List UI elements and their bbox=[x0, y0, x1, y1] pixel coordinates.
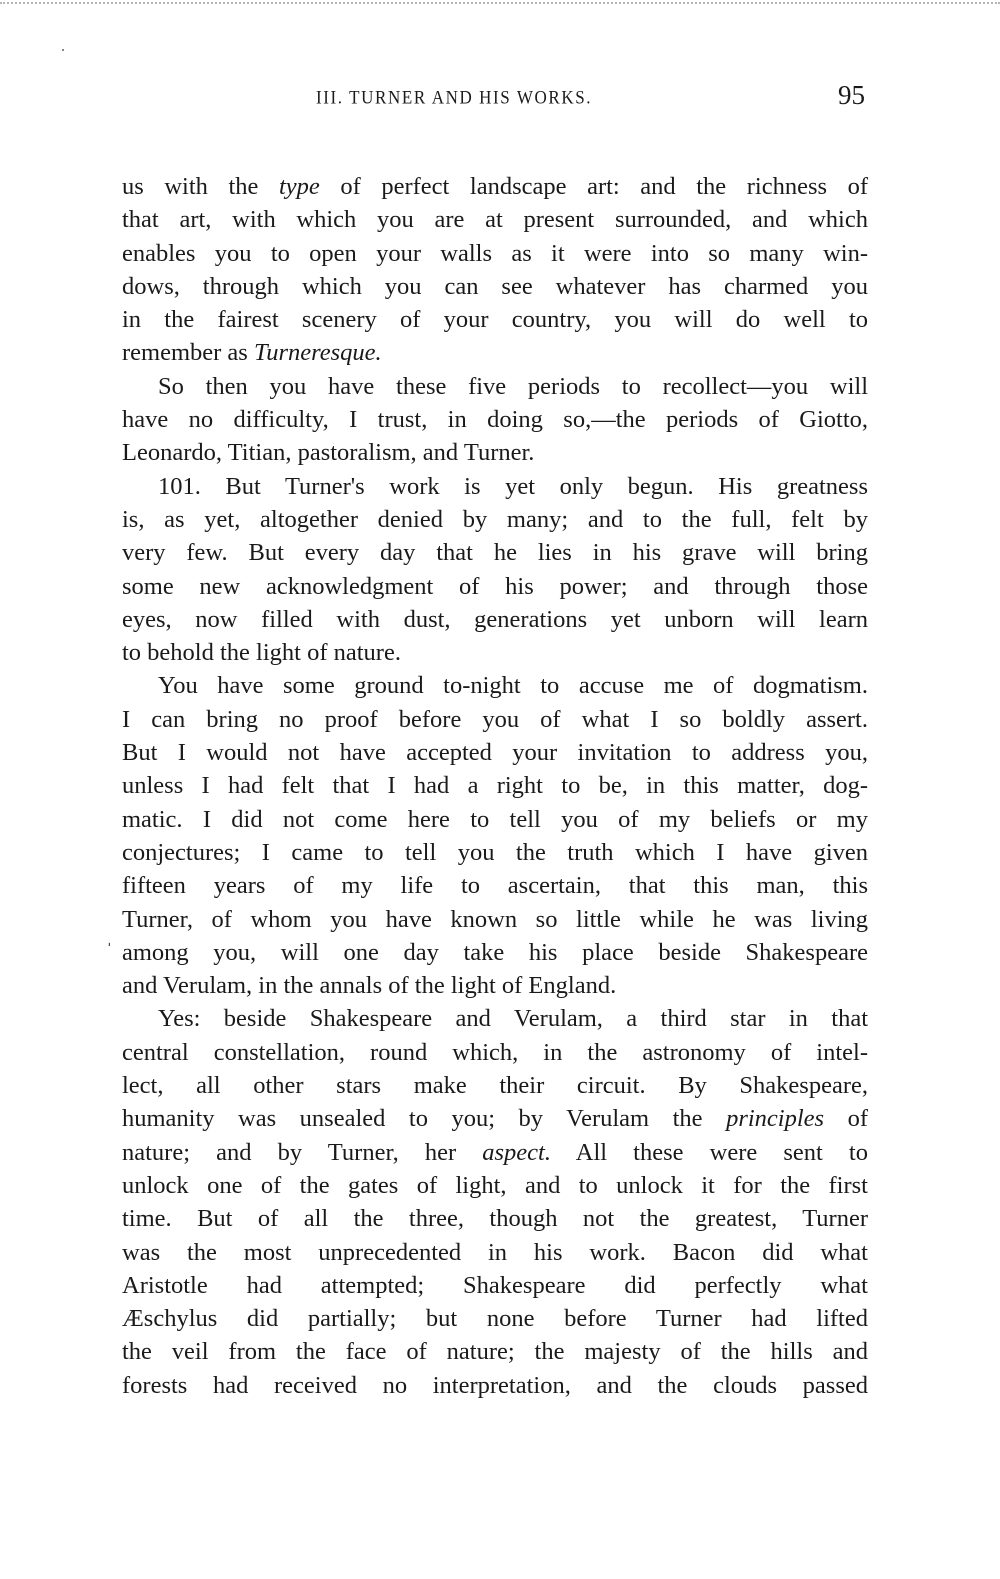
text-line bbox=[122, 703, 868, 736]
text-line bbox=[122, 203, 868, 236]
italic-text: Turneresque. bbox=[253, 339, 382, 367]
margin-tick-mark: ˈ bbox=[106, 940, 113, 962]
scan-edge-artifact bbox=[0, 2, 1000, 4]
text-segment: some new acknowledgment of his power; and through those bbox=[122, 572, 868, 600]
text-segment: lect, all other stars make their circuit. By Shakespeare, bbox=[122, 1072, 868, 1100]
text-line bbox=[122, 1202, 868, 1235]
text-segment: 101. But Turner's work is yet only begun. His greatness bbox=[158, 472, 868, 500]
text-segment: that art, with which you are at present surrounded, and which bbox=[122, 206, 868, 234]
text-line bbox=[122, 1136, 868, 1169]
text-line bbox=[122, 903, 868, 936]
text-segment: Turner, of whom you have known so little while he was living bbox=[122, 905, 868, 933]
text-segment: nature; and by Turner, her bbox=[122, 1138, 483, 1166]
italic-text: principles bbox=[726, 1105, 825, 1133]
text-segment: to behold the light of nature. bbox=[122, 639, 401, 667]
text-segment: I can bring no proof before you of what I so boldly assert. bbox=[122, 705, 868, 733]
page-header bbox=[0, 80, 1000, 110]
text-line bbox=[122, 736, 868, 769]
text-line bbox=[122, 803, 868, 836]
text-segment: unlock one of the gates of light, and to unlock it for the first bbox=[122, 1171, 868, 1199]
text-line bbox=[122, 1369, 868, 1402]
text-segment: of perfect landscape art: and the richness of bbox=[319, 173, 868, 200]
running-title: III. TURNER AND HIS WORKS. bbox=[316, 87, 593, 108]
text-segment: the veil from the face of nature; the majesty of the hills and bbox=[122, 1338, 868, 1366]
scan-speck bbox=[62, 49, 64, 51]
text-segment: in the fairest scenery of your country, you will do well to bbox=[122, 306, 868, 334]
text-line bbox=[122, 969, 868, 1002]
text-line bbox=[122, 669, 868, 702]
text-line bbox=[122, 1236, 868, 1269]
text-segment: and Verulam, in the annals of the light of England. bbox=[122, 972, 617, 1000]
text-line bbox=[122, 1036, 868, 1069]
text-segment: conjectures; I came to tell you the truth which I have given bbox=[122, 838, 868, 866]
text-line bbox=[122, 403, 868, 436]
italic-text: type bbox=[278, 173, 320, 200]
text-segment: among you, will one day take his place beside Shakespeare bbox=[122, 938, 868, 966]
text-segment: very few. But every day that he lies in his grave will bring bbox=[122, 539, 868, 567]
text-line bbox=[122, 869, 868, 902]
text-segment: forests had received no interpretation, and the clouds passed bbox=[122, 1371, 868, 1399]
text-line bbox=[122, 170, 868, 203]
page-number: 95 bbox=[838, 80, 865, 110]
text-segment: Yes: beside Shakespeare and Verulam, a third star in that bbox=[158, 1005, 868, 1033]
text-line bbox=[122, 536, 868, 569]
text-line bbox=[122, 1169, 868, 1202]
text-segment: dows, through which you can see whatever has charmed you bbox=[122, 272, 868, 300]
text-line bbox=[122, 370, 868, 403]
text-segment: fifteen years of my life to ascertain, that this man, this bbox=[122, 872, 868, 900]
text-segment: was the most unprecedented in his work. Bacon did what bbox=[122, 1238, 868, 1266]
text-line bbox=[122, 636, 868, 669]
text-line bbox=[122, 1002, 868, 1035]
text-line bbox=[122, 1335, 868, 1368]
text-line bbox=[122, 503, 868, 536]
text-segment: Leonardo, Titian, pastoralism, and Turner. bbox=[122, 439, 535, 467]
text-line bbox=[122, 303, 868, 336]
text-segment: remember as bbox=[122, 339, 254, 367]
text-line bbox=[122, 936, 868, 969]
text-segment: enables you to open your walls as it were into so many win- bbox=[122, 239, 868, 267]
text-line bbox=[122, 237, 868, 270]
body-text bbox=[122, 170, 868, 1402]
text-segment: have no difficulty, I trust, in doing so,—the periods of Giotto, bbox=[122, 406, 868, 434]
text-segment: humanity was unsealed to you; by Verulam the bbox=[122, 1105, 727, 1133]
text-segment: Aristotle had attempted; Shakespeare did perfectly what bbox=[122, 1271, 868, 1299]
text-line bbox=[122, 436, 868, 469]
text-line bbox=[122, 270, 868, 303]
text-segment: All these were sent to bbox=[550, 1138, 868, 1166]
text-line bbox=[122, 603, 868, 636]
text-line bbox=[122, 1269, 868, 1302]
text-segment: unless I had felt that I had a right to be, in this matter, dog- bbox=[122, 772, 868, 800]
text-line bbox=[122, 470, 868, 503]
text-line bbox=[122, 836, 868, 869]
text-segment: time. But of all the three, though not the greatest, Turner bbox=[122, 1205, 868, 1233]
text-segment: is, as yet, altogether denied by many; and to the full, felt by bbox=[122, 505, 868, 533]
text-segment: central constellation, round which, in the astronomy of intel- bbox=[122, 1038, 868, 1066]
text-segment: matic. I did not come here to tell you of my beliefs or my bbox=[122, 805, 868, 833]
text-line bbox=[122, 1302, 868, 1335]
text-line bbox=[122, 570, 868, 603]
text-line bbox=[122, 336, 868, 369]
text-segment: But I would not have accepted your invitation to address you, bbox=[122, 739, 868, 767]
text-segment: You have some ground to-night to accuse me of dogmatism. bbox=[158, 672, 868, 700]
text-segment: us with the bbox=[122, 173, 279, 200]
text-segment: eyes, now filled with dust, generations yet unborn will learn bbox=[122, 605, 868, 633]
text-segment: Æschylus did partially; but none before Turner had lifted bbox=[122, 1305, 868, 1333]
text-line bbox=[122, 1069, 868, 1102]
text-segment: of bbox=[824, 1105, 868, 1133]
text-segment: So then you have these five periods to recollect—you will bbox=[158, 372, 868, 400]
text-line bbox=[122, 1102, 868, 1135]
italic-text: aspect. bbox=[482, 1138, 551, 1166]
text-line bbox=[122, 769, 868, 802]
